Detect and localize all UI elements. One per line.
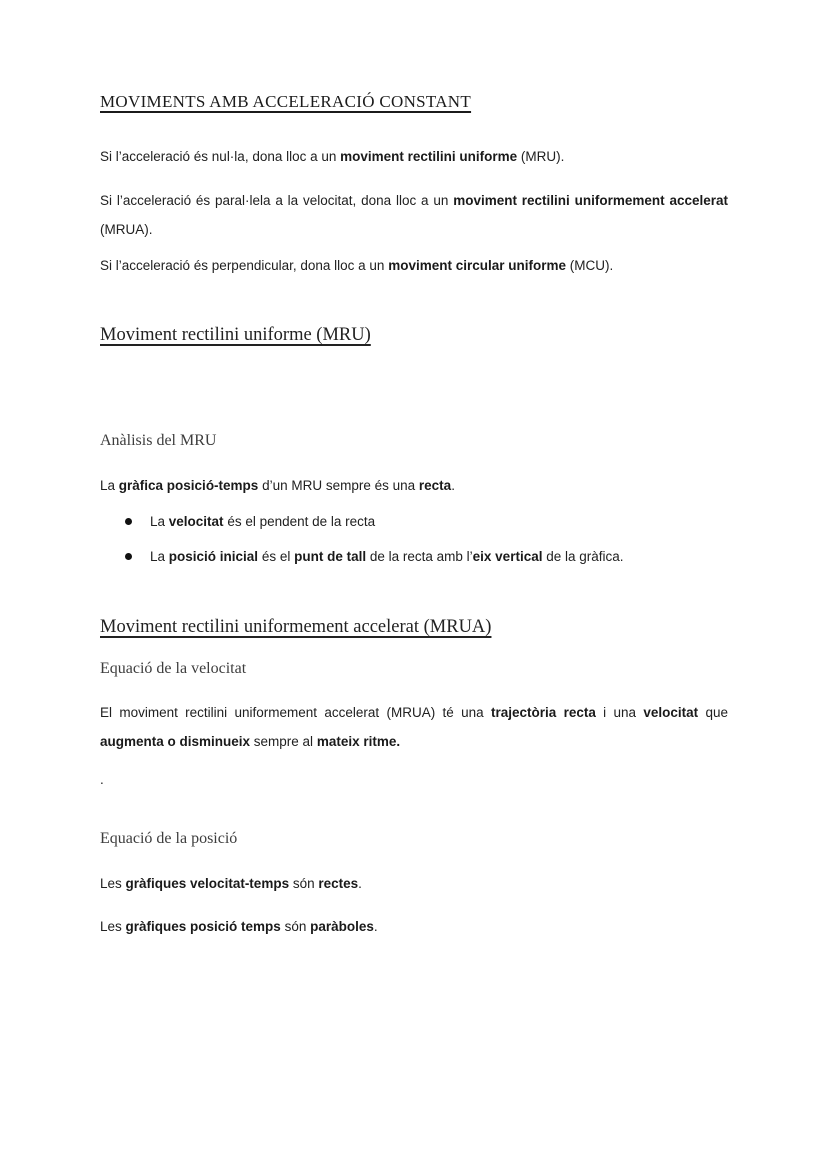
mru-properties-list (100, 507, 728, 571)
heading-mrua-section: Moviment rectilini uniformement accelerat (MRUA) (100, 617, 492, 637)
paragraph-mru-position-time-graph: La gràfica posició-temps d’un MRU sempre és una recta. (100, 478, 455, 493)
list-item-initial-position (100, 542, 728, 571)
paragraph-acceleration-null: Si l’acceleració és nul·la, dona lloc a un moviment rectilini uniforme (MRU). (100, 149, 565, 164)
bullet-marker (125, 518, 132, 525)
list-item-text: La posició inicial és el punt de tall de la recta amb l’eix vertical de la gràfica. (150, 549, 624, 564)
list-item-text: La velocitat és el pendent de la recta (150, 514, 376, 529)
paragraph-acceleration-perpendicular: Si l’acceleració és perpendicular, dona lloc a un moviment circular uniforme (MCU). (100, 258, 614, 273)
heading-mru-section: Moviment rectilini uniforme (MRU) (100, 325, 371, 345)
paragraph-position-time-graphs: Les gràfiques posició temps són paràboles. (100, 919, 378, 934)
bullet-marker (125, 553, 132, 560)
paragraph-stray-dot: . (100, 772, 104, 787)
paragraph-acceleration-parallel: Si l’acceleració és paral·lela a la velocitat, dona lloc a un moviment rectilini uniformement accelerat (MRUA). (100, 193, 728, 237)
paragraph-mrua-definition: El moviment rectilini uniformement accelerat (MRUA) té una trajectòria recta i una velocitat que augmenta o disminueix sempre al mateix ritme. (100, 705, 728, 749)
subheading-position-equation: Equació de la posició (100, 830, 238, 847)
paragraph-velocity-time-graphs: Les gràfiques velocitat-temps són rectes. (100, 876, 362, 891)
subheading-velocity-equation: Equació de la velocitat (100, 660, 247, 677)
document-title: MOVIMENTS AMB ACCELERACIÓ CONSTANT (100, 92, 472, 111)
list-item-velocity-slope (100, 507, 728, 536)
subheading-mru-analysis: Anàlisis del MRU (100, 432, 217, 449)
